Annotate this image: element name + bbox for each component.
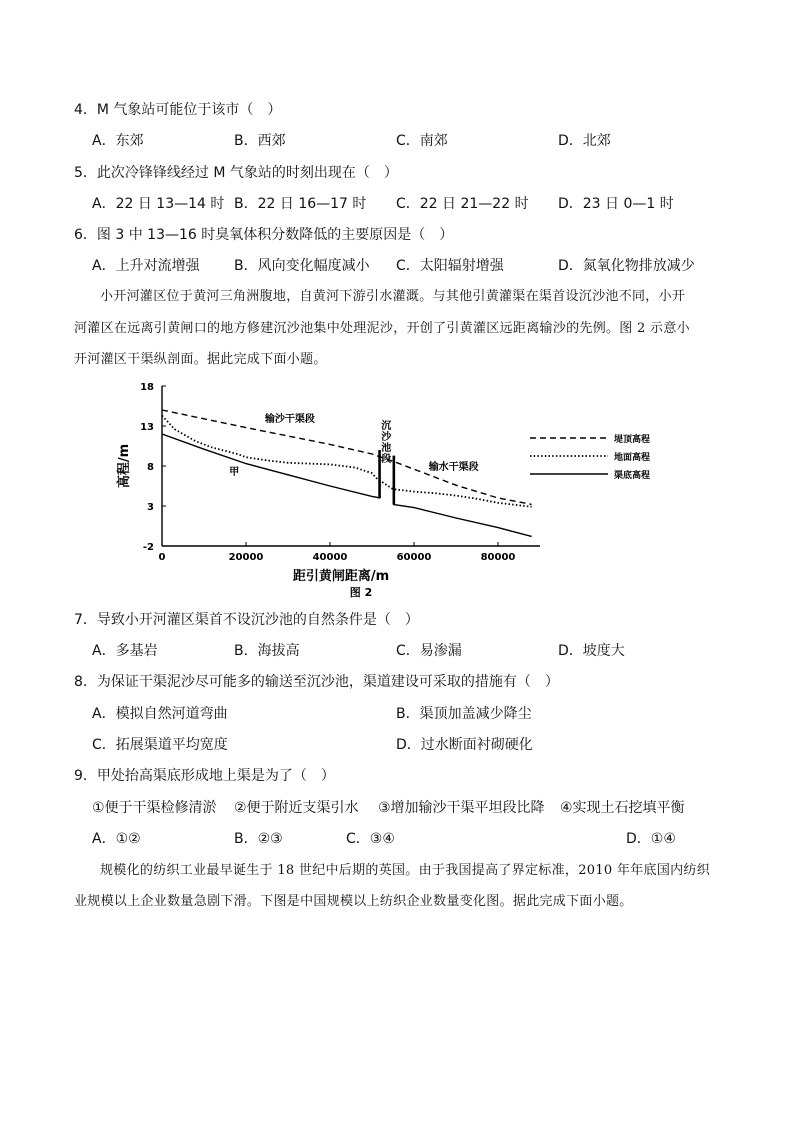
annotation-basin-char: 段 xyxy=(381,454,392,466)
question-9-option-a: A．①② xyxy=(92,831,141,847)
question-8-stem: 8．为保证干渠泥沙尽可能多的输送至沉沙池，渠道建设可采取的措施有（ ） xyxy=(74,674,559,690)
question-6-option-a: A．上升对流增强 xyxy=(92,258,200,274)
question-4-stem: 4．M 气象站可能位于该市（ ） xyxy=(74,102,282,118)
question-4-option-b: B．西郊 xyxy=(234,133,286,149)
question-5-option-d: D．23 日 0—1 时 xyxy=(558,196,674,212)
question-7-option-a: A．多基岩 xyxy=(92,643,158,659)
legend-label: 渠底高程 xyxy=(614,471,651,481)
question-7-stem: 7．导致小开河灌区渠首不设沉沙池的自然条件是（ ） xyxy=(74,612,419,628)
question-7-option-b: B．海拔高 xyxy=(234,643,300,659)
annotation-point-jia: 甲 xyxy=(229,466,240,478)
question-5-option-c: C．22 日 21—22 时 xyxy=(396,196,529,212)
question-9-option-c: C．③④ xyxy=(346,831,395,847)
question-8-option-d: D．过水断面衬砌硬化 xyxy=(396,737,533,753)
legend-label: 堤顶高程 xyxy=(614,435,651,445)
x-axis-label: 距引黄闸距离/m xyxy=(292,569,390,584)
y-tick-label: 13 xyxy=(140,422,154,433)
y-tick-label: -2 xyxy=(142,542,154,553)
x-tick-label: 60000 xyxy=(396,552,432,563)
y-axis-label: 高程/m xyxy=(117,443,132,489)
annotation-basin-char: 沉 xyxy=(381,421,392,433)
question-6-option-c: C．太阳辐射增强 xyxy=(396,258,504,274)
y-tick-label: 18 xyxy=(140,382,154,393)
question-9-option-d: D．①④ xyxy=(626,831,676,847)
question-4-option-d: D．北郊 xyxy=(558,133,611,149)
passage-2-line-2: 业规模以上企业数量急剧下滑。下图是中国规模以上纺织企业数量变化图。据此完成下面小题。 xyxy=(74,894,633,909)
annotation-sediment-channel: 输沙干渠段 xyxy=(264,414,315,425)
legend-label: 地面高程 xyxy=(614,453,651,463)
question-5-option-a: A．22 日 13—14 时 xyxy=(92,196,225,212)
question-6-option-d: D．氮氧化物排放减少 xyxy=(558,258,695,274)
question-8-option-a: A．模拟自然河道弯曲 xyxy=(92,706,228,722)
question-7-option-c: C．易渗漏 xyxy=(396,643,462,659)
question-4-option-a: A．东郊 xyxy=(92,133,144,149)
x-tick-label: 80000 xyxy=(480,552,516,563)
y-tick-label: 8 xyxy=(147,462,154,473)
question-5-option-b: B．22 日 16—17 时 xyxy=(234,196,367,212)
passage-2-line-1: 规模化的纺织工业最早诞生于 18 世纪中后期的英国。由于我国提高了界定标准，2010 年年底国内纺织 xyxy=(100,863,711,878)
channel-profile-chart xyxy=(0,376,794,606)
question-4-option-c: C．南郊 xyxy=(396,133,448,149)
annotation-basin-char: 池 xyxy=(381,443,392,455)
annotation-basin-char: 沙 xyxy=(381,432,392,444)
question-9-statement-1: ①便于干渠检修清淤 xyxy=(92,800,217,816)
question-9-statement-4: ④实现土石挖填平衡 xyxy=(560,800,685,816)
x-tick-label: 20000 xyxy=(228,552,264,563)
passage-1-line-2: 河灌区在远离引黄闸口的地方修建沉沙池集中处理泥沙，开创了引黄灌区远距离输沙的先例。图 2 示意小 xyxy=(74,321,690,336)
question-6-stem: 6．图 3 中 13—16 时臭氧体积分数降低的主要原因是（ ） xyxy=(74,227,454,243)
question-8-option-c: C．拓展渠道平均宽度 xyxy=(92,737,228,753)
annotation-water-channel: 输水干渠段 xyxy=(428,462,479,473)
series-solid-line-3 xyxy=(393,504,532,536)
passage-1-line-1: 小开河灌区位于黄河三角洲腹地，自黄河下游引水灌溉。与其他引黄灌渠在渠首设沉沙池不同，小开 xyxy=(100,289,686,304)
question-6-option-b: B．风向变化幅度减小 xyxy=(234,258,370,274)
figure-caption: 图 2 xyxy=(349,586,373,599)
question-9-statement-3: ③增加输沙干渠平坦段比降 xyxy=(378,800,545,816)
question-9-statement-2: ②便于附近支渠引水 xyxy=(234,800,359,816)
series-solid-line-2 xyxy=(162,434,380,498)
y-tick-label: 3 xyxy=(147,502,154,513)
x-tick-label: 40000 xyxy=(312,552,348,563)
x-tick-label: 0 xyxy=(158,552,166,563)
question-9-stem: 9．甲处抬高渠底形成地上渠是为了（ ） xyxy=(74,768,335,784)
passage-1-line-3: 开河灌区干渠纵剖面。据此完成下面小题。 xyxy=(74,352,327,367)
question-5-stem: 5．此次冷锋锋线经过 M 气象站的时刻出现在（ ） xyxy=(74,165,398,181)
question-8-option-b: B．渠顶加盖减少降尘 xyxy=(396,706,532,722)
question-9-option-b: B．②③ xyxy=(234,831,283,847)
question-7-option-d: D．坡度大 xyxy=(558,643,625,659)
